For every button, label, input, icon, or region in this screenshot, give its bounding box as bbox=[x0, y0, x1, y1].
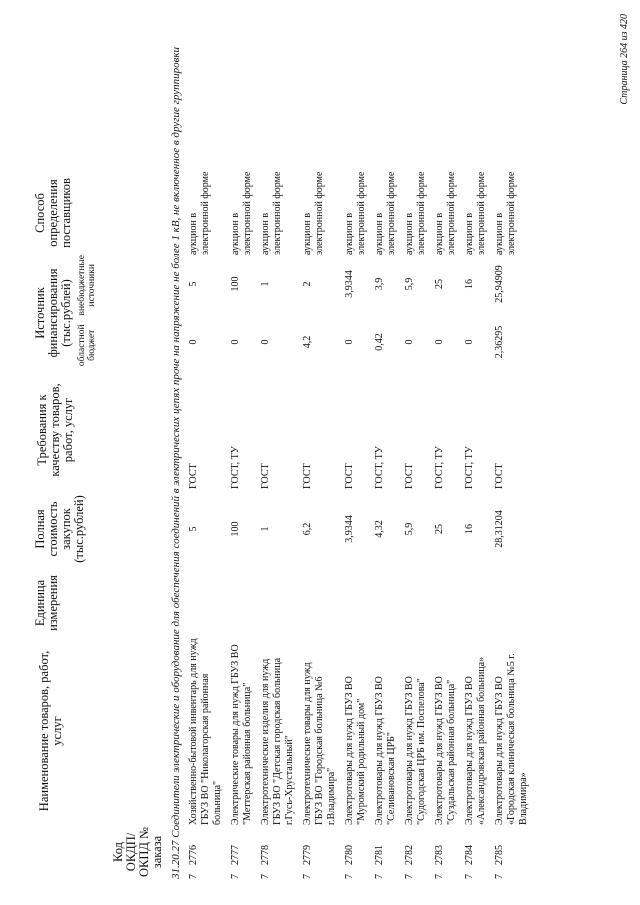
row-quality: ГОСТ bbox=[188, 463, 199, 489]
row-method: аукцион в электронной форме bbox=[494, 171, 517, 255]
row-code: 7 bbox=[230, 874, 241, 879]
row-extra-funds: 1 bbox=[260, 281, 271, 287]
row-cost: 25 bbox=[434, 523, 445, 534]
row-spacer bbox=[260, 27, 302, 171]
row-name: Электрические товары для нужд ГБУЗ ВО "Меттерская районная больница" bbox=[230, 644, 253, 825]
row-code: 7 bbox=[374, 874, 385, 879]
row-quality: ГОСТ bbox=[260, 463, 271, 489]
table-header bbox=[8, 27, 164, 879]
row-spacer bbox=[344, 27, 374, 171]
row-cost: 100 bbox=[230, 521, 241, 537]
table-row bbox=[188, 27, 230, 879]
row-unit bbox=[188, 569, 230, 637]
row-cost: 5 bbox=[188, 526, 199, 532]
row-name: Электротовары для нужд ГБУЗ ВО "Суздальская районная больница" bbox=[434, 676, 457, 825]
row-budget: 2,36295 bbox=[494, 325, 505, 359]
row-code: 7 bbox=[188, 874, 199, 879]
row-budget: 0 bbox=[230, 339, 241, 345]
row-extra-funds: 3,9 bbox=[374, 277, 385, 291]
header-name: Наименование товаров, работ, услуг bbox=[37, 650, 64, 812]
row-unit bbox=[494, 569, 536, 637]
row-cost: 16 bbox=[464, 523, 475, 534]
page-number: Страница 264 из 420 bbox=[619, 14, 630, 105]
row-method: аукцион в электронной форме bbox=[344, 171, 367, 255]
row-spacer bbox=[494, 27, 536, 171]
row-cost: 5,9 bbox=[404, 522, 415, 536]
row-extra-funds: 5 bbox=[188, 281, 199, 287]
row-method: аукцион в электронной форме bbox=[404, 171, 427, 255]
row-method: аукцион в электронной форме bbox=[260, 171, 283, 255]
row-code: 7 bbox=[404, 874, 415, 879]
group-row bbox=[164, 27, 188, 879]
row-spacer bbox=[374, 27, 404, 171]
header-cost: Полная стоимость закупок (тыс.рублей) bbox=[33, 495, 86, 563]
row-spacer bbox=[434, 27, 464, 171]
row-unit bbox=[434, 569, 464, 637]
row-quality: ГОСТ, ТУ bbox=[464, 446, 475, 489]
table-row bbox=[230, 27, 260, 879]
row-extra-funds: 5,9 bbox=[404, 277, 415, 291]
row-extra-funds: 3,9344 bbox=[344, 270, 355, 298]
row-unit bbox=[344, 569, 374, 637]
row-budget: 0 bbox=[434, 339, 445, 345]
header-unit: Единица измерения bbox=[33, 575, 60, 631]
table-row bbox=[344, 27, 374, 879]
row-spacer bbox=[464, 27, 494, 171]
group-title: Соединители электрические и оборудование для обеспечения соединений в электрических цепях проче на напряжение не более 1 кВ, не включенное в другие группировки bbox=[170, 46, 182, 838]
row-budget: 4,2 bbox=[302, 335, 313, 349]
row-budget: 0 bbox=[188, 339, 199, 345]
row-order-number: 2784 bbox=[464, 845, 475, 865]
row-quality: ГОСТ, ТУ bbox=[434, 446, 445, 489]
row-method: аукцион в электронной форме bbox=[230, 171, 253, 255]
header-financing-title: Источник финансирования (тыс.рублей) bbox=[33, 268, 73, 358]
row-extra-funds: 16 bbox=[464, 278, 475, 289]
row-quality: ГОСТ bbox=[302, 463, 313, 489]
table-body bbox=[188, 27, 536, 879]
row-budget: 0 bbox=[464, 339, 475, 345]
row-cost: 28,31204 bbox=[494, 510, 505, 548]
row-order-number: 2785 bbox=[494, 845, 505, 865]
row-spacer bbox=[404, 27, 434, 171]
row-cost: 6,2 bbox=[302, 522, 313, 536]
row-budget: 0 bbox=[344, 339, 355, 345]
table-row bbox=[494, 27, 536, 879]
row-name: Электротовары для нужд ГБУЗ ВО «Александровская районная больница» bbox=[464, 656, 487, 825]
row-code: 7 bbox=[464, 874, 475, 879]
header-quality: Требования к качеству товаров, работ, услуг bbox=[35, 383, 75, 477]
row-budget: 0 bbox=[260, 339, 271, 345]
header-method: Способ определения поставщиков bbox=[33, 178, 73, 248]
table-row bbox=[374, 27, 404, 879]
row-unit bbox=[374, 569, 404, 637]
row-order-number: 2782 bbox=[404, 845, 415, 865]
row-budget: 0,42 bbox=[374, 333, 385, 351]
row-extra-funds: 100 bbox=[230, 276, 241, 292]
row-order-number: 2777 bbox=[230, 845, 241, 865]
row-quality: ГОСТ, ТУ bbox=[374, 446, 385, 489]
table-row bbox=[302, 27, 344, 879]
row-name: Электротовары для нужд ГБУЗ ВО "Селивановская ЦРБ" bbox=[374, 676, 397, 825]
header-fin-budget: областной бюджет bbox=[77, 324, 97, 367]
row-order-number: 2783 bbox=[434, 845, 445, 865]
table-row bbox=[464, 27, 494, 879]
row-method: аукцион в электронной форме bbox=[188, 171, 211, 255]
row-spacer bbox=[188, 27, 230, 171]
row-quality: ГОСТ bbox=[344, 463, 355, 489]
row-cost: 3,9344 bbox=[344, 515, 355, 543]
row-extra-funds: 25,94909 bbox=[494, 265, 505, 303]
row-code: 7 bbox=[494, 874, 505, 879]
row-name: Электротовары для нужд ГБУЗ ВО "Судогодская ЦРБ им. Поспелова" bbox=[404, 676, 427, 825]
row-quality: ГОСТ, ТУ bbox=[230, 446, 241, 489]
row-extra-funds: 25 bbox=[434, 278, 445, 289]
row-extra-funds: 2 bbox=[302, 281, 313, 287]
row-method: аукцион в электронной форме bbox=[302, 171, 325, 255]
row-order-number: 2778 bbox=[260, 845, 271, 865]
row-unit bbox=[404, 569, 434, 637]
row-order-number: 2780 bbox=[344, 845, 355, 865]
row-code: 7 bbox=[302, 874, 313, 879]
row-unit bbox=[260, 569, 302, 637]
row-order-number: 2781 bbox=[374, 845, 385, 865]
group-code: 31.20.27 bbox=[170, 840, 182, 879]
row-unit bbox=[230, 569, 260, 637]
row-unit bbox=[464, 569, 494, 637]
row-name: Электротехнические товары для нужд ГБУЗ ВО "Городская больница №6 г.Владимира" bbox=[302, 662, 337, 825]
row-budget: 0 bbox=[404, 339, 415, 345]
row-spacer bbox=[302, 27, 344, 171]
row-code: 7 bbox=[344, 874, 355, 879]
row-cost: 4,32 bbox=[374, 520, 385, 538]
row-name: Электротехнические изделия для нужд ГБУЗ ВО "Детская городская больница г.Гусь-Хрустальный" bbox=[260, 657, 295, 825]
row-quality: ГОСТ bbox=[494, 463, 505, 489]
row-method: аукцион в электронной форме bbox=[464, 171, 487, 255]
table-row bbox=[404, 27, 434, 879]
row-name: Электротовары для нужд ГБУЗ ВО "Муромский родильный дом" bbox=[344, 676, 367, 825]
header-fin-extra: внебюджетные источники bbox=[77, 254, 97, 316]
row-quality: ГОСТ bbox=[404, 463, 415, 489]
header-financing bbox=[8, 255, 164, 371]
row-name: Хозяйственно-бытовой инвентарь для нужд ГБУЗ ВО "Николагорская районная больница" bbox=[188, 638, 223, 825]
row-code: 7 bbox=[434, 874, 445, 879]
row-order-number: 2779 bbox=[302, 845, 313, 865]
row-code: 7 bbox=[260, 874, 271, 879]
row-spacer bbox=[230, 27, 260, 171]
row-unit bbox=[302, 569, 344, 637]
table-row bbox=[260, 27, 302, 879]
header-code: Код ОКДП/ ОКПД № заказа bbox=[111, 827, 164, 877]
row-cost: 1 bbox=[260, 526, 271, 532]
row-order-number: 2776 bbox=[188, 845, 199, 865]
procurement-table bbox=[8, 27, 536, 879]
row-name: Электротовары для нужд ГБУЗ ВО «Городская клиническая больница №5 г. Владимира» bbox=[494, 653, 529, 825]
table-row bbox=[434, 27, 464, 879]
row-method: аукцион в электронной форме bbox=[434, 171, 457, 255]
row-method: аукцион в электронной форме bbox=[374, 171, 397, 255]
